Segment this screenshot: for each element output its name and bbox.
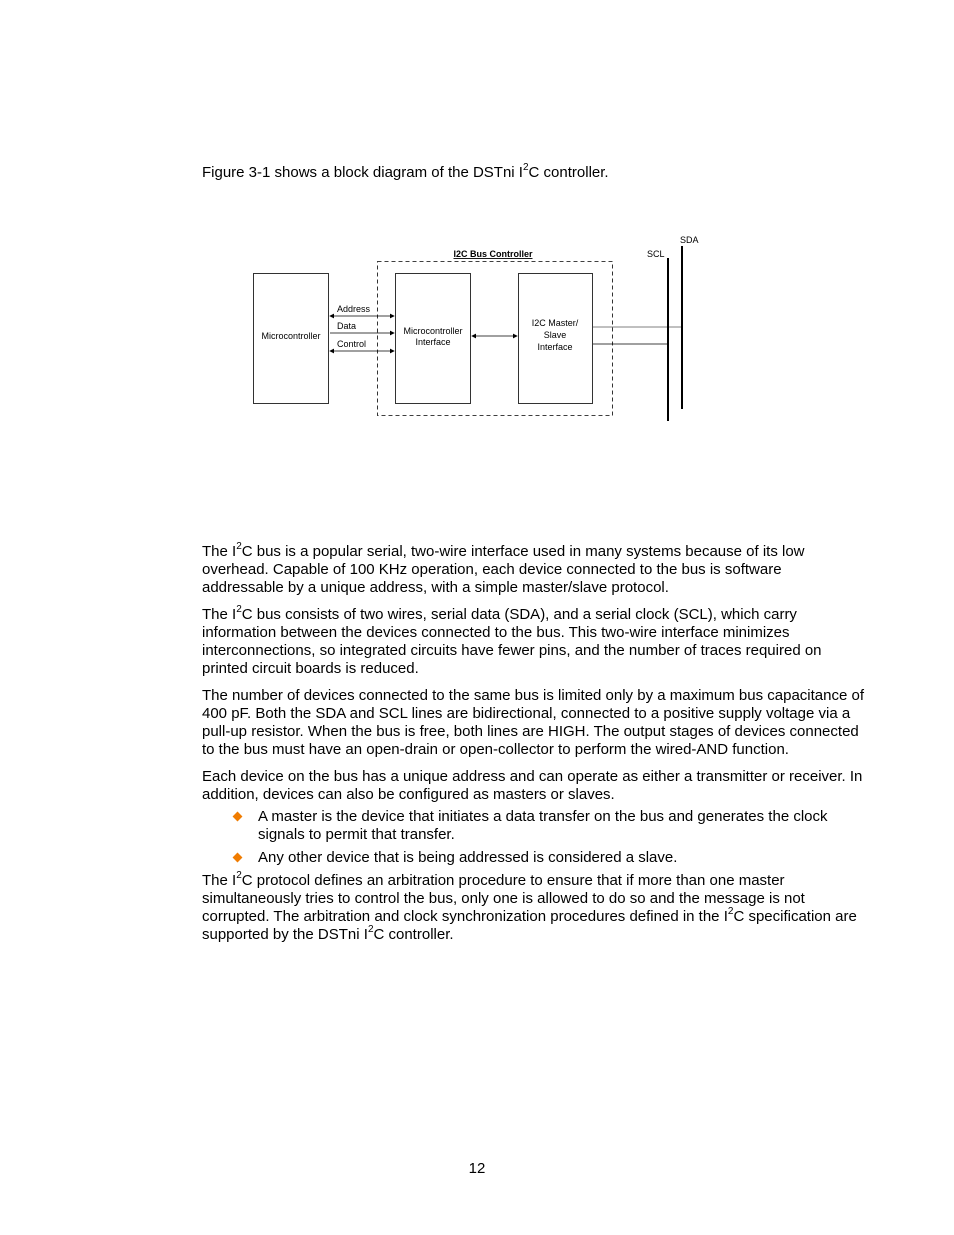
superscript: 2 [522,162,529,173]
orange-diamond-icon [233,853,243,863]
i2c-block-diagram [250,230,710,425]
p5-text: The I [202,872,237,889]
p1-text-rest: C bus is a popular serial, two-wire interface used in many systems because of its low overhead. Capable of 100 KHz operation, each device connected to the bus is software addressable by a unique address, with a simple master/slave protocol. [202,543,805,596]
data-label: Data [337,321,357,331]
bullet-list [202,808,864,867]
scl-label: SCL [647,249,665,259]
page-number: 12 [468,1160,486,1177]
bus-controller-label: I2C Bus Controller [453,249,533,259]
ms-interface-label-1: I2C Master/ [531,318,579,328]
paragraph-3: The number of devices connected to the same bus is limited only by a maximum bus capacitance of 400 pF. Both the SDA and SCL lines are bidirectional, connected to a positive supply voltage via a pull-up resistor. When the bus is free, both lines are HIGH. The output stages of devices connected to the bus must have an open-drain or open-collector to perform the wired-AND function. [202,687,864,758]
intro-text: Figure 3-1 shows a block diagram of the DSTni I [202,164,523,181]
list-item-text: A master is the device that initiates a data transfer on the bus and generates the clock signals to permit that transfer. [258,808,828,843]
list-item-text: Any other device that is being addressed is considered a slave. [258,849,678,866]
p1-text: The I [202,543,237,560]
p5-text-3: C specification are supported by the DSTni I [202,908,857,943]
ms-interface-label-2: Slave [543,330,567,340]
ms-interface-label-3: Interface [537,342,573,352]
paragraph-2 [202,606,864,678]
figure-intro [202,164,609,182]
p2-text: The I [202,606,237,623]
paragraph-4: Each device on the bus has a unique address and can operate as either a transmitter or receiver. In addition, devices can also be configured as masters or slaves. [202,768,863,803]
intro-text-end: C controller. [528,164,609,181]
paragraph-1 [202,543,864,597]
sda-label: SDA [680,235,699,245]
p5-text-4: C controller. [373,926,454,943]
list-item [258,808,864,844]
mc-interface-label-1: Microcontroller [403,326,463,336]
p5-text-2: C protocol defines an arbitration procedure to ensure that if more than one master simultaneously tries to control the bus, only one is allowed to do so and the message is not corrupted. The arbitration and clock synchronization procedures defined in the I [202,872,805,925]
microcontroller-label: Microcontroller [261,331,321,341]
control-label: Control [337,339,367,349]
superscript: 2 [236,541,242,552]
bus-controller-outline [378,262,613,416]
orange-diamond-icon [233,812,243,822]
superscript: 2 [236,870,242,881]
paragraph-5 [202,872,864,944]
address-label: Address [337,304,371,314]
list-item [258,849,864,867]
superscript: 2 [236,604,242,615]
mc-interface-label-2: Interface [415,337,451,347]
body-text [202,543,864,953]
p2-text-rest: C bus consists of two wires, serial data (SDA), and a serial clock (SCL), which carry information between the devices connected to the bus. This two-wire interface minimizes interconnections, so integrated circuits have fewer pins, and the number of traces required on printed circuit boards is reduced. [202,606,822,677]
superscript: 2 [367,924,374,935]
superscript: 2 [727,906,734,917]
